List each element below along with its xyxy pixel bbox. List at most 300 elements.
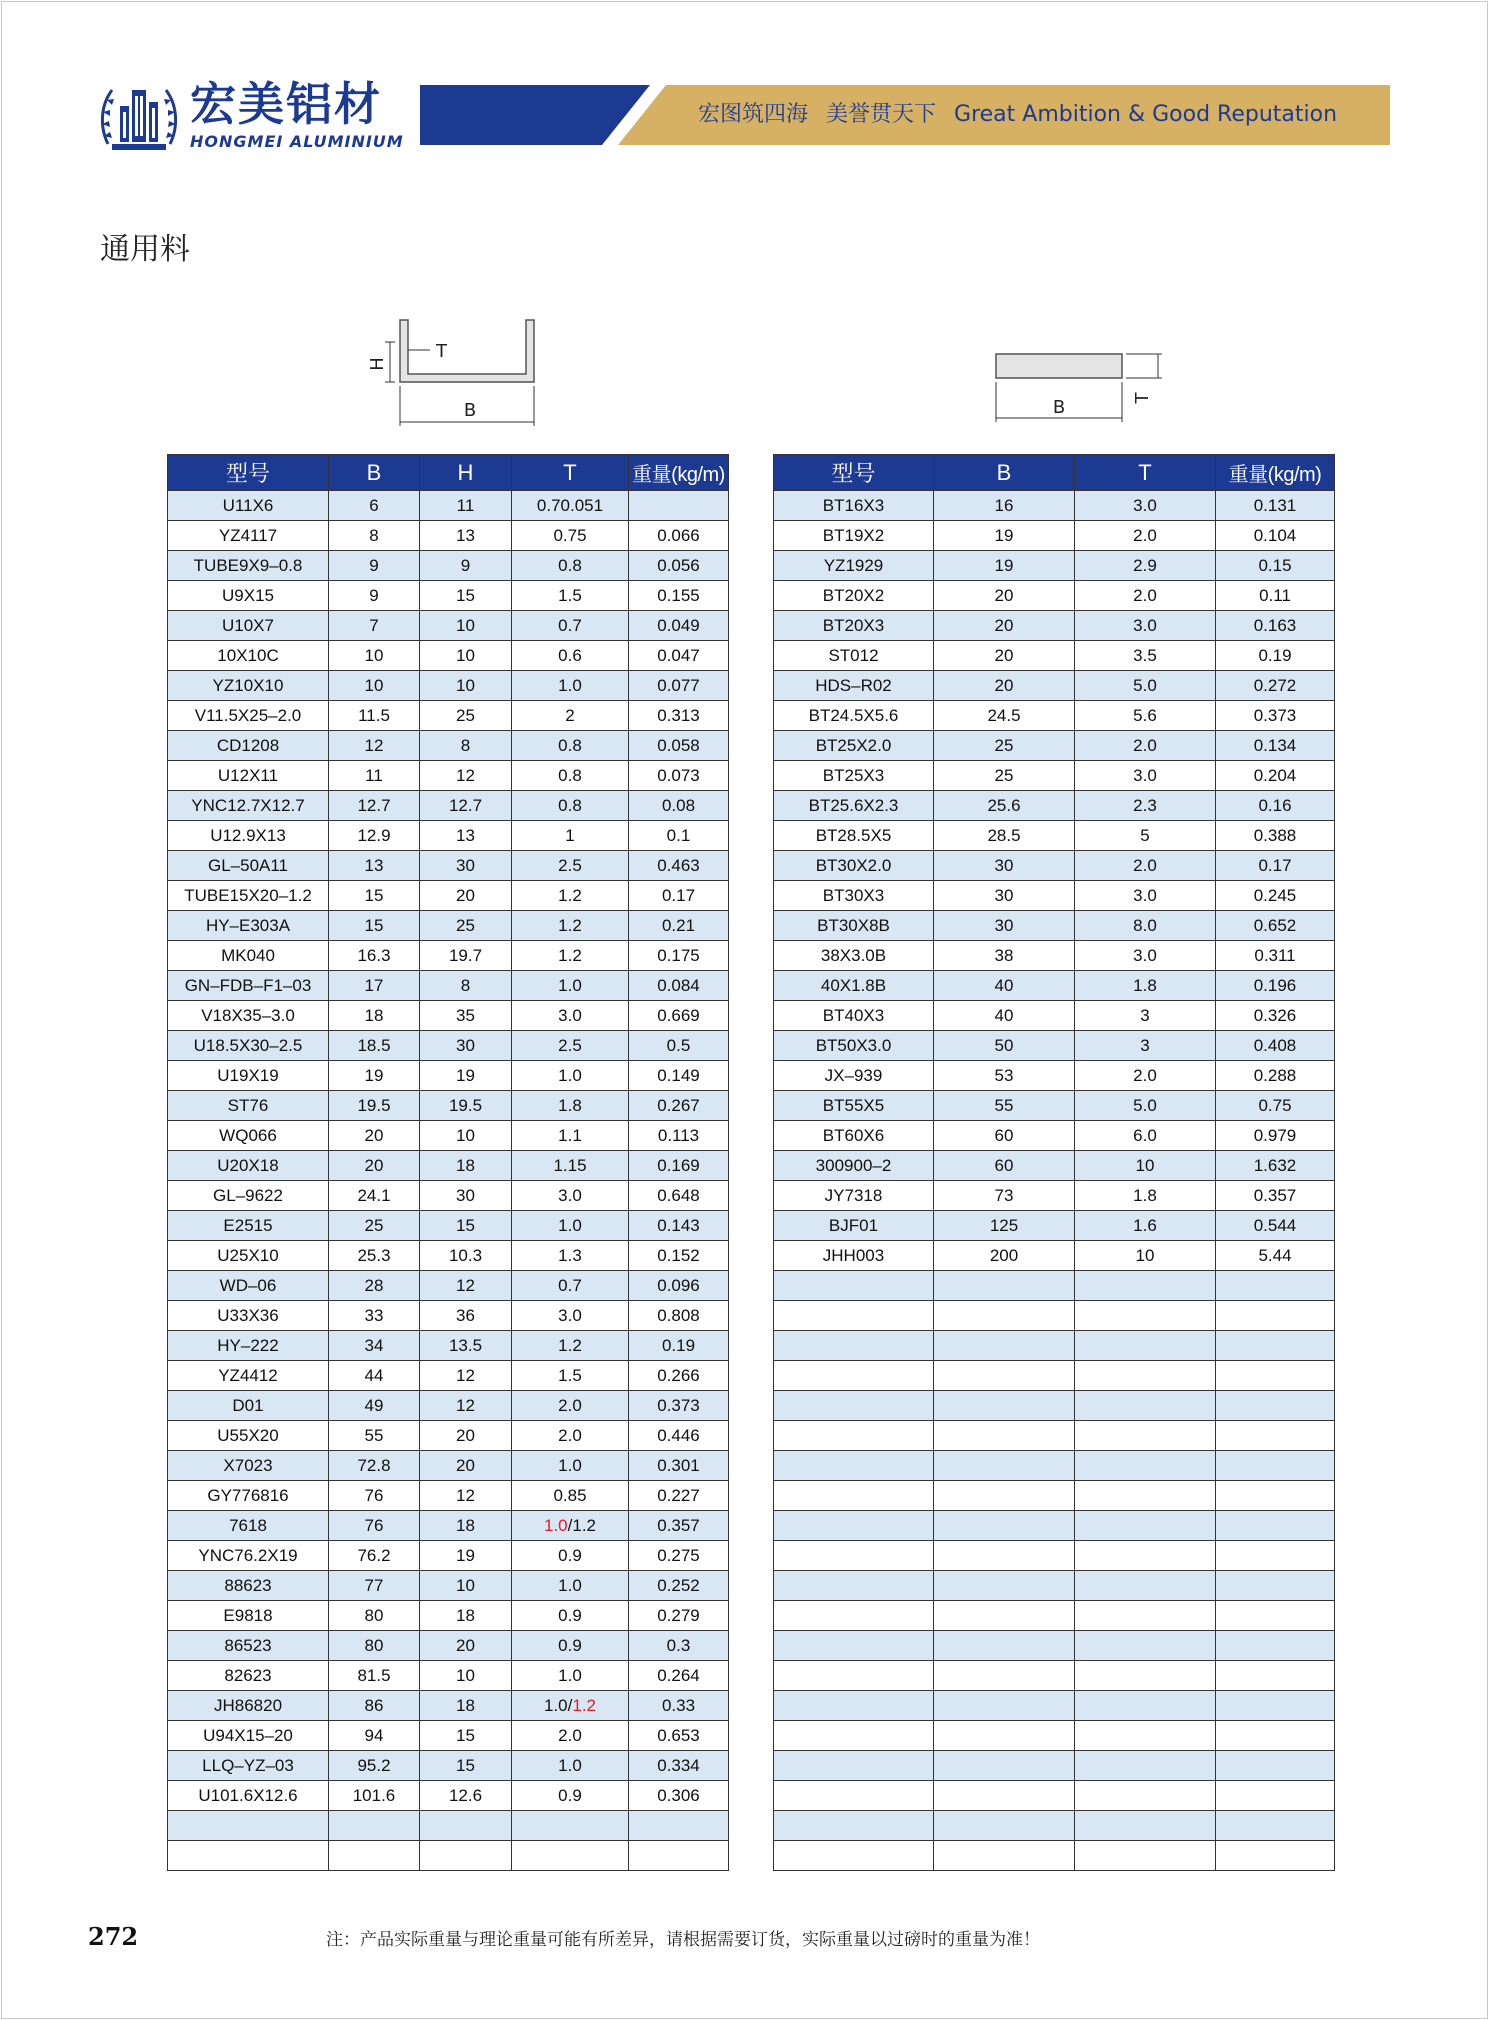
cell-weight: 0.131 (1216, 491, 1335, 521)
cell-weight: 0.21 (629, 911, 729, 941)
cell-b (934, 1421, 1075, 1451)
cell-weight: 0.388 (1216, 821, 1335, 851)
cell-weight: 0.275 (629, 1541, 729, 1571)
cell-model: WQ066 (168, 1121, 329, 1151)
cell-model (774, 1331, 934, 1361)
cell-t: 0.7 (512, 611, 629, 641)
cell-weight: 0.17 (1216, 851, 1335, 881)
cell-t: 1.0/1.2 (512, 1691, 629, 1721)
highlighted-value: 1.0 (544, 1515, 568, 1535)
cell-t: 1.8 (1075, 1181, 1216, 1211)
cell-weight: 0.104 (1216, 521, 1335, 551)
cell-b (934, 1481, 1075, 1511)
table-row (168, 701, 729, 731)
cell-model: BT30X3 (774, 881, 934, 911)
cell-model (774, 1301, 934, 1331)
cell-h: 10 (420, 1571, 512, 1601)
cell-model: E2515 (168, 1211, 329, 1241)
cell-b: 19.5 (329, 1091, 420, 1121)
cell-t (1075, 1361, 1216, 1391)
cell-b: 19 (934, 551, 1075, 581)
cell-weight (1216, 1631, 1335, 1661)
cell-b: 55 (934, 1091, 1075, 1121)
cell-b: 30 (934, 881, 1075, 911)
table-row (774, 851, 1335, 881)
cell-t: 1.2 (512, 881, 629, 911)
table-row (168, 1481, 729, 1511)
cell-h: 12 (420, 1481, 512, 1511)
cell-model: GL–50A11 (168, 851, 329, 881)
cell-t: 6.0 (1075, 1121, 1216, 1151)
cell-t: 0.75 (512, 521, 629, 551)
cell-model: U9X15 (168, 581, 329, 611)
cell-weight (1216, 1391, 1335, 1421)
cell-weight: 0.245 (1216, 881, 1335, 911)
cell-b: 20 (329, 1151, 420, 1181)
cell-h: 12 (420, 1391, 512, 1421)
cell-h: 25 (420, 911, 512, 941)
cell-b: 50 (934, 1031, 1075, 1061)
cell-b: 13 (329, 851, 420, 881)
cell-model: 7618 (168, 1511, 329, 1541)
cell-b: 7 (329, 611, 420, 641)
cell-b (934, 1511, 1075, 1541)
cell-model (774, 1391, 934, 1421)
cell-b: 15 (329, 881, 420, 911)
cell-model: BT60X6 (774, 1121, 934, 1151)
cell-h: 36 (420, 1301, 512, 1331)
cell-t: 3.0 (1075, 881, 1216, 911)
cell-weight: 0.169 (629, 1151, 729, 1181)
cell-weight (1216, 1511, 1335, 1541)
cell-t: 0.9 (512, 1541, 629, 1571)
cell-model: TUBE15X20–1.2 (168, 881, 329, 911)
cell-model: U19X19 (168, 1061, 329, 1091)
cell-t: 10 (1075, 1151, 1216, 1181)
cell-b: 49 (329, 1391, 420, 1421)
table-row (168, 1211, 729, 1241)
cell-model: GN–FDB–F1–03 (168, 971, 329, 1001)
cell-weight: 0.544 (1216, 1211, 1335, 1241)
cell-weight: 0.227 (629, 1481, 729, 1511)
cell-t: 1.0 (512, 1571, 629, 1601)
cell-t: 3.5 (1075, 641, 1216, 671)
cell-model: U11X6 (168, 491, 329, 521)
cell-model: BT20X3 (774, 611, 934, 641)
cell-t: 0.9 (512, 1631, 629, 1661)
cell-t: 3.0 (512, 1001, 629, 1031)
table-row (168, 1421, 729, 1451)
table-row (774, 1481, 1335, 1511)
cell-model (774, 1511, 934, 1541)
cell-t: 2.0 (1075, 521, 1216, 551)
cell-model (168, 1841, 329, 1871)
cell-h: 8 (420, 731, 512, 761)
table-row (774, 1151, 1335, 1181)
cell-h: 11 (420, 491, 512, 521)
cell-t: 2.3 (1075, 791, 1216, 821)
cell-t: 1.1 (512, 1121, 629, 1151)
cell-h (420, 1811, 512, 1841)
cell-b: 30 (934, 851, 1075, 881)
column-header-t: T (1075, 455, 1216, 491)
cell-model: V11.5X25–2.0 (168, 701, 329, 731)
cell-model: U94X15–20 (168, 1721, 329, 1751)
channel-spec-table (167, 454, 729, 1871)
cell-b: 53 (934, 1061, 1075, 1091)
cell-h: 35 (420, 1001, 512, 1031)
cell-b: 73 (934, 1181, 1075, 1211)
table-row (168, 1811, 729, 1841)
cell-weight: 0.077 (629, 671, 729, 701)
cell-t: 2.0 (512, 1421, 629, 1451)
cell-b: 25.3 (329, 1241, 420, 1271)
column-header-t: T (512, 455, 629, 491)
cell-t: 5.0 (1075, 1091, 1216, 1121)
cell-weight (1216, 1331, 1335, 1361)
cell-b: 94 (329, 1721, 420, 1751)
cell-b: 10 (329, 671, 420, 701)
table-row (168, 611, 729, 641)
cell-b (934, 1691, 1075, 1721)
cell-b: 20 (934, 641, 1075, 671)
cell-b: 101.6 (329, 1781, 420, 1811)
cell-model: U10X7 (168, 611, 329, 641)
cell-b: 200 (934, 1241, 1075, 1271)
cell-t (1075, 1541, 1216, 1571)
cell-t: 3.0 (512, 1181, 629, 1211)
cell-weight: 0.979 (1216, 1121, 1335, 1151)
cell-model (774, 1541, 934, 1571)
cell-weight (629, 1811, 729, 1841)
table-row (774, 1241, 1335, 1271)
cell-model: TUBE9X9–0.8 (168, 551, 329, 581)
cell-t (1075, 1661, 1216, 1691)
cell-weight: 0.19 (629, 1331, 729, 1361)
cell-t: 0.9 (512, 1601, 629, 1631)
cell-weight (1216, 1481, 1335, 1511)
table-row (774, 701, 1335, 731)
cell-t (1075, 1691, 1216, 1721)
cell-t: 2.0 (1075, 851, 1216, 881)
cell-b: 44 (329, 1361, 420, 1391)
table-row (774, 1331, 1335, 1361)
cell-model (774, 1691, 934, 1721)
cell-b: 12.7 (329, 791, 420, 821)
cell-b: 11 (329, 761, 420, 791)
table-row (168, 1511, 729, 1541)
table-row (774, 1301, 1335, 1331)
table-row (774, 1841, 1335, 1871)
cell-b: 33 (329, 1301, 420, 1331)
column-header-weight: 重量(kg/m) (1216, 455, 1335, 491)
cell-weight: 0.175 (629, 941, 729, 971)
cell-model: BT40X3 (774, 1001, 934, 1031)
cell-h: 15 (420, 1211, 512, 1241)
table-row (168, 521, 729, 551)
cell-t: 3.0 (1075, 491, 1216, 521)
cell-b (934, 1661, 1075, 1691)
cell-model: LLQ–YZ–03 (168, 1751, 329, 1781)
cell-b: 40 (934, 971, 1075, 1001)
cell-t: 3.0 (512, 1301, 629, 1331)
cell-weight: 0.334 (629, 1751, 729, 1781)
cell-weight (1216, 1721, 1335, 1751)
building-emblem-icon (98, 76, 180, 158)
banner-blue-band (420, 85, 650, 145)
table-row (774, 1721, 1335, 1751)
cell-model (774, 1661, 934, 1691)
cell-weight: 0.163 (1216, 611, 1335, 641)
cell-t: 5.6 (1075, 701, 1216, 731)
cell-b: 6 (329, 491, 420, 521)
cell-model (774, 1571, 934, 1601)
slogan-cn-2: 美誉贯天下 (826, 102, 937, 127)
table-row (168, 1301, 729, 1331)
table-row (168, 791, 729, 821)
cell-model: U33X36 (168, 1301, 329, 1331)
cell-h: 13 (420, 821, 512, 851)
cell-weight: 0.149 (629, 1061, 729, 1091)
table-row (774, 1031, 1335, 1061)
cell-b (934, 1451, 1075, 1481)
cell-b (934, 1301, 1075, 1331)
cell-weight (1216, 1691, 1335, 1721)
cell-weight: 1.632 (1216, 1151, 1335, 1181)
cell-t: 1.0 (512, 671, 629, 701)
cell-model: YZ10X10 (168, 671, 329, 701)
cell-b: 60 (934, 1151, 1075, 1181)
cell-h: 10 (420, 641, 512, 671)
cell-model: D01 (168, 1391, 329, 1421)
cell-weight (629, 1841, 729, 1871)
cell-weight: 0.155 (629, 581, 729, 611)
cell-model: BT19X2 (774, 521, 934, 551)
column-header-b: B (329, 455, 420, 491)
cell-model: BT16X3 (774, 491, 934, 521)
cell-weight: 0.808 (629, 1301, 729, 1331)
cell-b (934, 1271, 1075, 1301)
table-row (168, 731, 729, 761)
cell-model: 88623 (168, 1571, 329, 1601)
cell-h: 13 (420, 521, 512, 551)
cell-t: 1.0 (512, 1661, 629, 1691)
cell-b: 80 (329, 1631, 420, 1661)
cell-t: 2.0 (512, 1391, 629, 1421)
cell-h: 19 (420, 1541, 512, 1571)
table-row (168, 1721, 729, 1751)
table-row (168, 491, 729, 521)
cell-t: 1.2 (512, 941, 629, 971)
cell-weight: 0.267 (629, 1091, 729, 1121)
cell-model: CD1208 (168, 731, 329, 761)
cell-b: 20 (934, 581, 1075, 611)
cell-b: 38 (934, 941, 1075, 971)
cell-t: 1.0 (512, 1061, 629, 1091)
cell-weight: 0.152 (629, 1241, 729, 1271)
cell-b: 18.5 (329, 1031, 420, 1061)
table-row (168, 851, 729, 881)
cell-b: 16.3 (329, 941, 420, 971)
cell-model (774, 1271, 934, 1301)
cell-t: 0.9 (512, 1781, 629, 1811)
cell-model: BT25X2.0 (774, 731, 934, 761)
cell-t (1075, 1631, 1216, 1661)
cell-t (512, 1811, 629, 1841)
table-row (168, 1541, 729, 1571)
cell-weight: 0.047 (629, 641, 729, 671)
channel-h-label: H (367, 357, 388, 371)
flat-bar-shape (996, 354, 1122, 378)
cell-weight: 0.08 (629, 791, 729, 821)
cell-b: 28.5 (934, 821, 1075, 851)
cell-b: 17 (329, 971, 420, 1001)
cell-t: 2.5 (512, 851, 629, 881)
section-title: 通用料 (100, 232, 190, 267)
cell-t: 0.8 (512, 731, 629, 761)
cell-t: 1.0 (512, 1451, 629, 1481)
cell-h: 30 (420, 1031, 512, 1061)
cell-h: 25 (420, 701, 512, 731)
cell-t: 8.0 (1075, 911, 1216, 941)
cell-weight (1216, 1661, 1335, 1691)
cell-model: ST76 (168, 1091, 329, 1121)
cell-b: 15 (329, 911, 420, 941)
cell-t (1075, 1721, 1216, 1751)
cell-t: 2 (512, 701, 629, 731)
table-row (168, 1241, 729, 1271)
channel-profile-shape (400, 320, 534, 382)
cell-t: 0.85 (512, 1481, 629, 1511)
cell-t: 0.8 (512, 791, 629, 821)
cell-weight: 0.373 (629, 1391, 729, 1421)
cell-b: 24.5 (934, 701, 1075, 731)
cell-b (934, 1841, 1075, 1871)
cell-h: 15 (420, 1751, 512, 1781)
highlighted-value: 1.2 (572, 1695, 596, 1715)
cell-weight: 0.17 (629, 881, 729, 911)
flat-bar-spec-table (773, 454, 1335, 1871)
cell-h: 12 (420, 1361, 512, 1391)
cell-b: 125 (934, 1211, 1075, 1241)
cell-b: 81.5 (329, 1661, 420, 1691)
table-row (774, 761, 1335, 791)
cell-b (934, 1631, 1075, 1661)
cell-h: 10 (420, 1661, 512, 1691)
cell-h: 19.7 (420, 941, 512, 971)
table-row (774, 1091, 1335, 1121)
cell-t: 0.8 (512, 761, 629, 791)
table-row (168, 1031, 729, 1061)
cell-weight (1216, 1751, 1335, 1781)
cell-model: U20X18 (168, 1151, 329, 1181)
cell-t: 1.0 (512, 1211, 629, 1241)
cell-model (774, 1781, 934, 1811)
cell-t: 1.5 (512, 581, 629, 611)
cell-weight: 0.463 (629, 851, 729, 881)
cell-model: ST012 (774, 641, 934, 671)
cell-b: 72.8 (329, 1451, 420, 1481)
cell-weight (1216, 1541, 1335, 1571)
table-row (774, 1631, 1335, 1661)
cell-weight: 0.204 (1216, 761, 1335, 791)
cell-t (1075, 1301, 1216, 1331)
cell-model: 300900–2 (774, 1151, 934, 1181)
cell-weight: 0.373 (1216, 701, 1335, 731)
table-row (774, 911, 1335, 941)
table-row (168, 1091, 729, 1121)
cell-model (774, 1481, 934, 1511)
cell-model: YZ4412 (168, 1361, 329, 1391)
slogan-en: Great Ambition & Good Reputation (954, 102, 1338, 127)
cell-b: 76 (329, 1511, 420, 1541)
cell-model: BT55X5 (774, 1091, 934, 1121)
cell-weight: 0.143 (629, 1211, 729, 1241)
cell-h: 12.7 (420, 791, 512, 821)
cell-b (329, 1811, 420, 1841)
table-row (774, 1391, 1335, 1421)
cell-t (1075, 1841, 1216, 1871)
cell-t: 1.0 (512, 1751, 629, 1781)
cell-t: 3.0 (1075, 611, 1216, 641)
table-row (774, 941, 1335, 971)
cell-model: U12.9X13 (168, 821, 329, 851)
table-row (168, 1841, 729, 1871)
cell-b: 19 (934, 521, 1075, 551)
cell-t: 2.0 (1075, 581, 1216, 611)
cell-t (1075, 1331, 1216, 1361)
header-slogan (698, 85, 1355, 145)
cell-t: 2.5 (512, 1031, 629, 1061)
cell-t (1075, 1751, 1216, 1781)
cell-b: 10 (329, 641, 420, 671)
column-header-model: 型号 (168, 455, 329, 491)
table-row (774, 821, 1335, 851)
cell-t: 2.0 (1075, 731, 1216, 761)
cell-h: 12.6 (420, 1781, 512, 1811)
cell-h: 18 (420, 1151, 512, 1181)
cell-weight (1216, 1841, 1335, 1871)
table-row (168, 1331, 729, 1361)
cell-weight: 0.19 (1216, 641, 1335, 671)
cell-h: 18 (420, 1601, 512, 1631)
cell-weight: 0.652 (1216, 911, 1335, 941)
cell-h (420, 1841, 512, 1871)
table-row (774, 1271, 1335, 1301)
cell-weight: 0.058 (629, 731, 729, 761)
cell-model: YNC76.2X19 (168, 1541, 329, 1571)
cell-model (774, 1601, 934, 1631)
cell-t: 1.0 (512, 971, 629, 1001)
cell-t (1075, 1451, 1216, 1481)
cell-b: 25 (934, 731, 1075, 761)
cell-t (1075, 1571, 1216, 1601)
cell-h: 12 (420, 761, 512, 791)
cell-weight: 0.648 (629, 1181, 729, 1211)
table-row (168, 1061, 729, 1091)
cell-b: 11.5 (329, 701, 420, 731)
cell-model: 86523 (168, 1631, 329, 1661)
cell-t: 3 (1075, 1001, 1216, 1031)
cell-b (934, 1361, 1075, 1391)
cell-t: 3.0 (1075, 941, 1216, 971)
cell-t (1075, 1601, 1216, 1631)
brand-name-cn: 宏美铝材 (190, 77, 382, 131)
cell-h: 19 (420, 1061, 512, 1091)
cell-model (168, 1811, 329, 1841)
cell-b: 25 (329, 1211, 420, 1241)
table-row (168, 1391, 729, 1421)
